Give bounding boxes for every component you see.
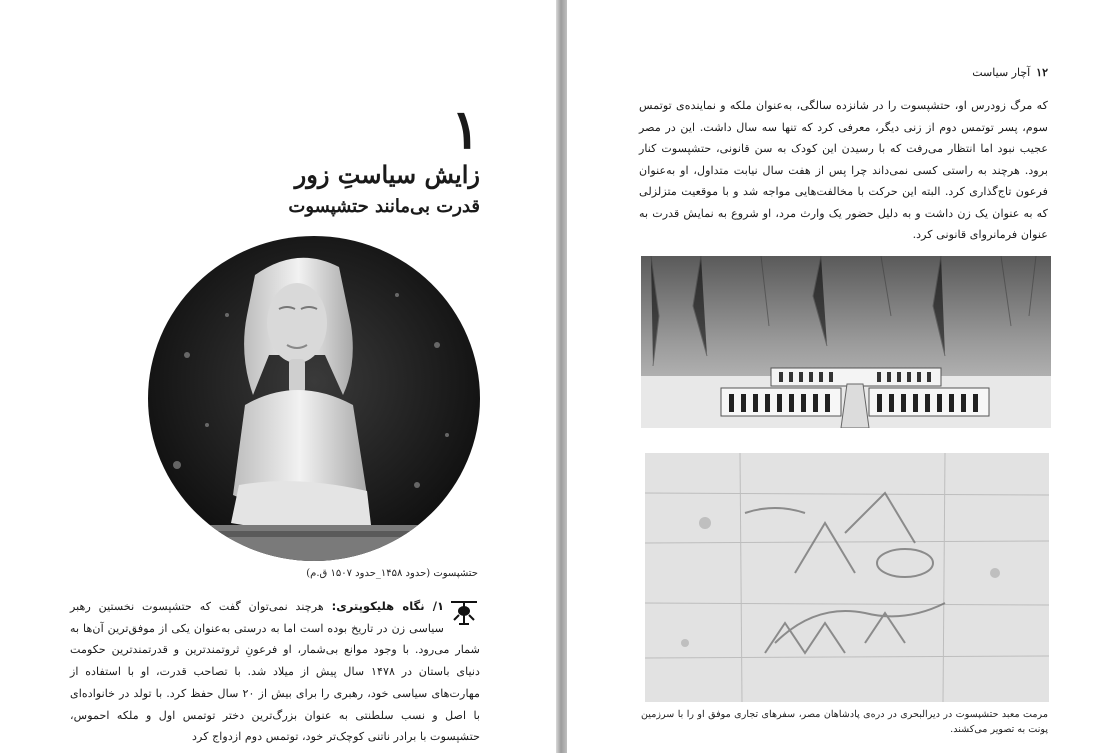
book-spine — [556, 0, 567, 753]
photo-caption: مرمت معبد حتشپسوت در دیرالبحری در دره‌ی پادشاهان مصر، سفرهای تجاری موفق او را با سرزمین پونت به تصویر می‌کشند. — [641, 709, 1048, 735]
portrait-caption: حتشپسوت (حدود ۱۴۵۸_حدود ۱۵۰۷ ق.م) — [306, 568, 478, 579]
chapter-number: ۱ — [450, 97, 480, 161]
right-page — [567, 0, 1120, 753]
book-title: آچار سیاست — [972, 66, 1031, 79]
section-heading: ۱/ نگاه هلیکوپتری: — [331, 599, 444, 613]
chapter-title: زایش سیاستِ زور — [294, 160, 480, 189]
hatshepsut-statue-image — [147, 235, 481, 562]
temple-photo — [641, 256, 1051, 428]
helicopter-icon — [448, 598, 480, 626]
relief-photo — [645, 453, 1049, 702]
chapter-subtitle: قدرت بی‌مانند حتشپسوت — [288, 196, 480, 217]
section-body: هرچند نمی‌توان گفت که حتشپسوت نخستین رهبر سیاسی زن در تاریخ بوده است اما به درستی به‌عنوان یکی از موفق‌ترین آن‌ها به شمار می‌رود. با وجود موانع بی‌شمار، او فرعونِ ثروتمندترین و قدرتمندترین حکومت دنیای باستان در ۱۴۷۸ سال پیش از میلاد شد. با تصاحب قدرت، او با استفاده از مهارت‌های سیاسی خود، رهبری را برای بیش از ۲۰ سال حفظ کرد. با تولد در خانواده‌ای با اصل و نسب سلطنتی به عنوان بزرگ‌ترین دختر توتمس اول و ملکه احموس، حتشپسوت با برادر ناتنی کوچک‌تر خود، توتمس دوم ازدواج کرد — [70, 600, 481, 744]
section-helicopter-view — [70, 596, 480, 748]
left-page — [0, 0, 556, 753]
intro-paragraph: که مرگ زودرس او، حتشپسوت را در شانزده سالگی، به‌عنوان ملکه و نماینده‌ی توتمس سوم، پسر توتمس دوم از زنی دیگر، معرفی کرد که تنها سه سال داشت. این در مصر عجیب نبود اما انتظار می‌رفت که با رسیدن این کودک به سن قانونی، حتشپسوت کنار برود. هرچند به راستی کسی نمی‌داند چرا پس از هفت سال نیابت متداول، او به‌عنوان فرعون تاج‌گذاری کرد. البته این حرکت با مخالفت‌هایی مواجه شد و با موقعیت متزلزلی که به عنوان یک زن داشت و به دلیل حضور یک وارث مرد، او شروع به نمایش قدرت به عنوان فرمانروای قانونی کرد. — [639, 99, 1048, 241]
running-head — [972, 66, 1048, 79]
page-number: ۱۲ — [1036, 66, 1048, 79]
